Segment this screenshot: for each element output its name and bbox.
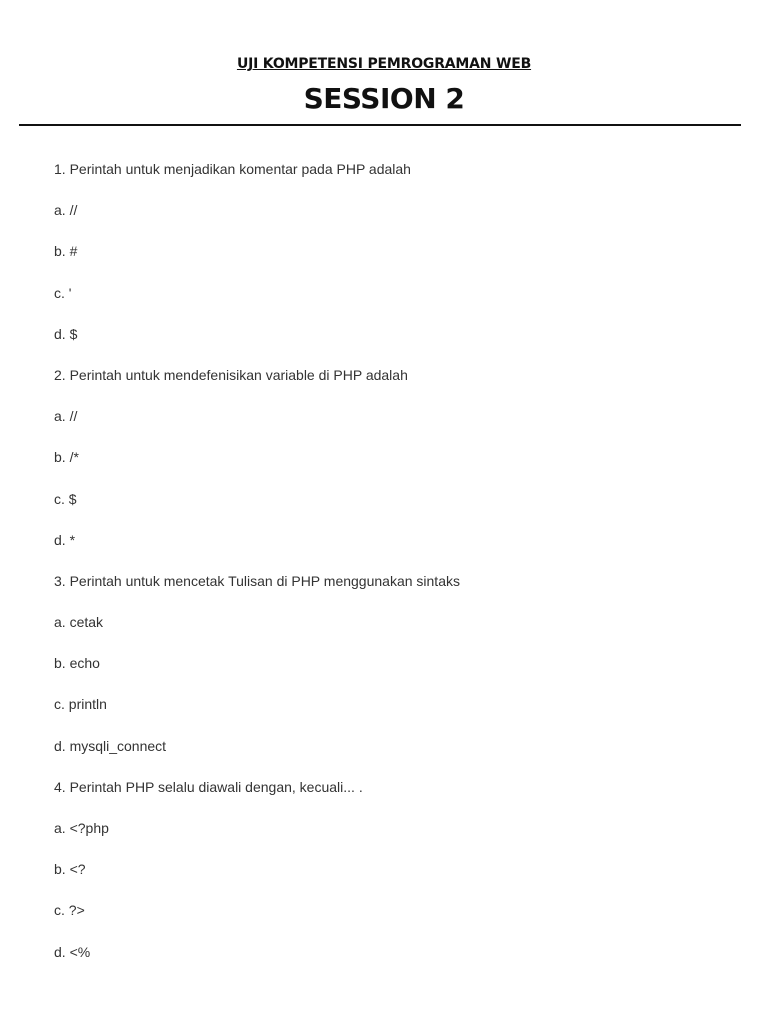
question-3-option-c: c. println xyxy=(54,696,107,713)
question-3-option-a: a. cetak xyxy=(54,614,104,631)
question-4-option-b: b. <? xyxy=(54,861,86,878)
document-title: SESSION 2 xyxy=(303,82,465,115)
question-1-text: 1. Perintah untuk menjadikan komentar pada PHP adalah xyxy=(54,161,411,177)
question-4-option-a: a. <?php xyxy=(54,820,109,836)
question-3-text: 3. Perintah untuk mencetak Tulisan di PHP menggunakan sintaks xyxy=(54,572,460,589)
question-1-option-b: b. # xyxy=(54,243,78,260)
question-2-option-b: b. /* xyxy=(54,449,79,466)
question-4-text: 4. Perintah PHP selalu diawali dengan, kecuali... . xyxy=(54,778,363,795)
question-3-option-b: b. echo xyxy=(54,655,100,672)
document-subtitle: UJI KOMPETENSI PEMROGRAMAN WEB xyxy=(236,56,532,72)
question-2-text: 2. Perintah untuk mendefenisikan variable di PHP adalah xyxy=(54,366,408,383)
question-4-option-c: c. ?> xyxy=(54,902,85,919)
question-2-option-d: d. * xyxy=(54,531,76,548)
question-3-option-d: d. mysqli_connect xyxy=(54,737,167,754)
question-1-option-c: c. ' xyxy=(54,284,72,301)
question-4-option-d: d. <% xyxy=(54,943,91,960)
question-list xyxy=(54,160,734,984)
header-divider xyxy=(19,124,741,126)
question-1-option-d: d. $ xyxy=(54,325,78,342)
question-2-option-c: c. $ xyxy=(54,490,77,507)
question-2-option-a: a. // xyxy=(54,408,78,425)
question-1-option-a: a. // xyxy=(54,202,78,219)
